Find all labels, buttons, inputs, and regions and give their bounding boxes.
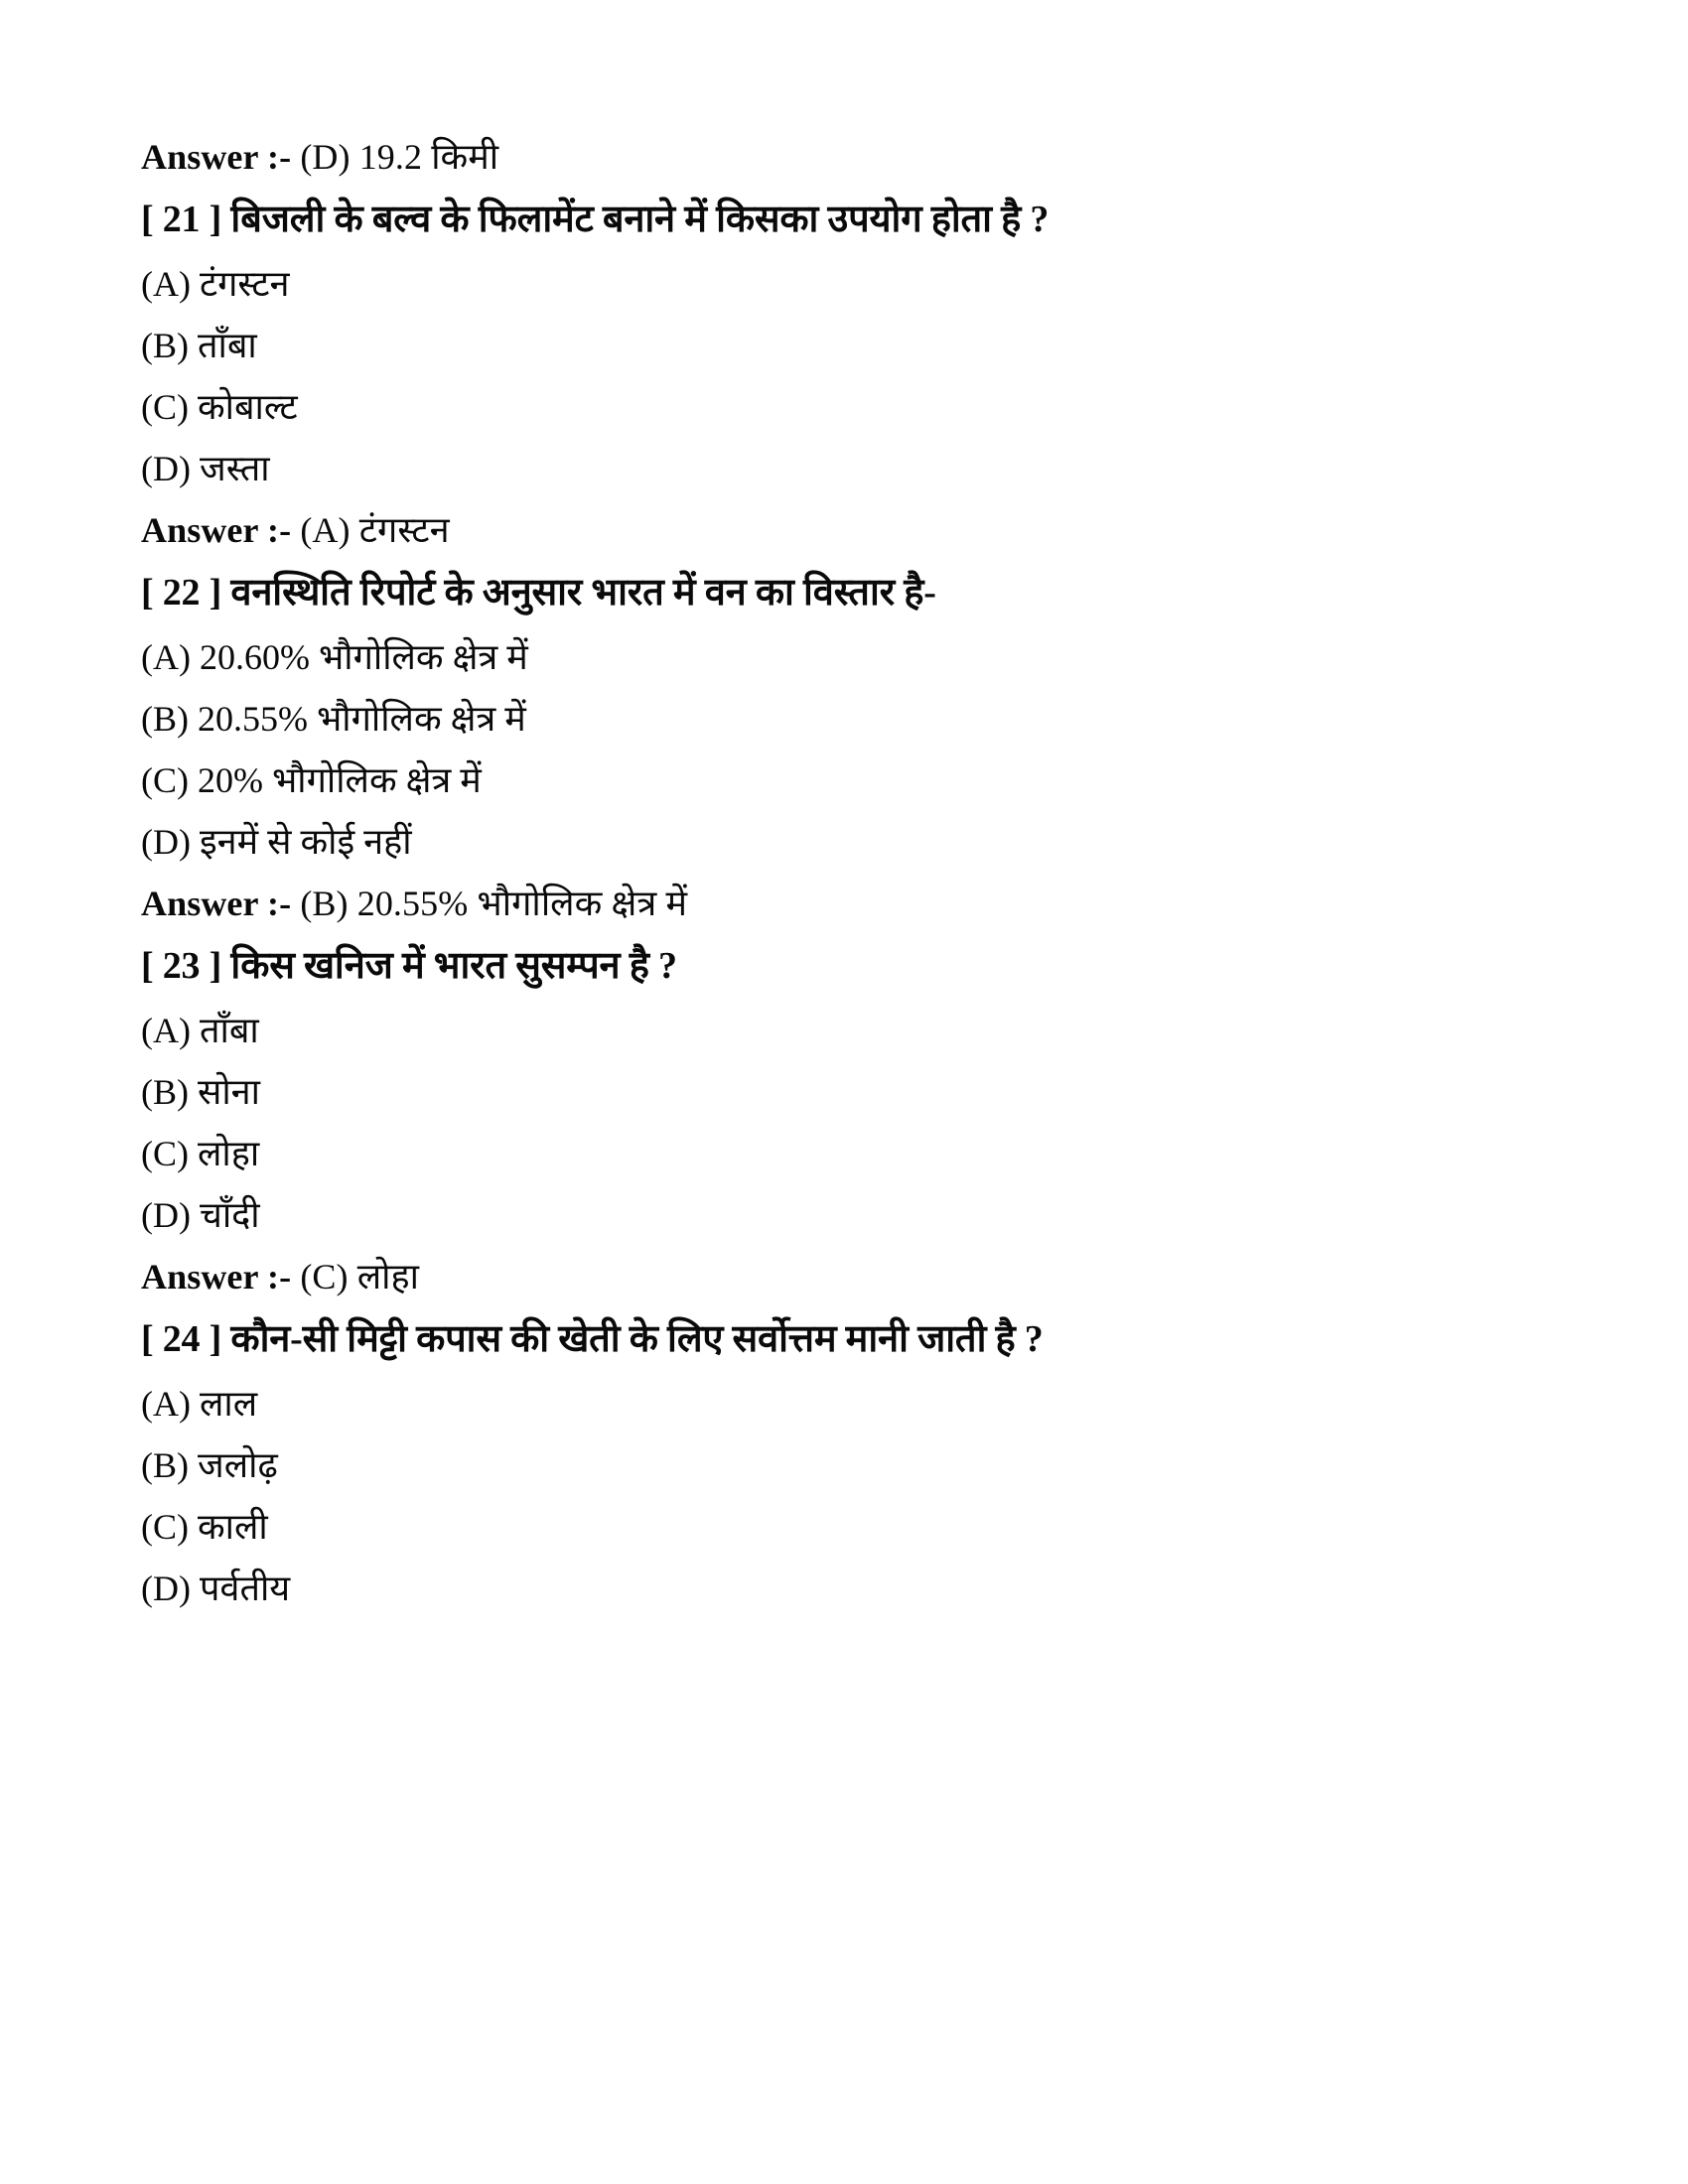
- option-text: जस्ता: [199, 449, 270, 488]
- option-text: लाल: [199, 1384, 258, 1424]
- question-text: वनस्थिति रिपोर्ट के अनुसार भारत में वन का विस्तार है-: [230, 572, 936, 614]
- option-a[interactable]: [141, 1013, 1551, 1048]
- question-number: [ 24 ]: [141, 1318, 222, 1360]
- answer-value: (B) 20.55% भौगोलिक क्षेत्र में: [300, 884, 688, 923]
- option-c[interactable]: [141, 389, 1551, 425]
- question-block: [141, 1320, 1551, 1606]
- option-key: (A): [141, 1011, 191, 1050]
- option-c[interactable]: [141, 762, 1551, 798]
- option-key: (B): [141, 326, 189, 365]
- option-text: चाँदी: [199, 1195, 260, 1235]
- option-b[interactable]: [141, 328, 1551, 363]
- answer-value: (A) टंगस्टन: [300, 510, 450, 550]
- answer-value: (D) 19.2 किमी: [300, 137, 499, 177]
- option-key: (C): [141, 760, 189, 800]
- option-text: पर्वतीय: [199, 1569, 291, 1608]
- option-b[interactable]: [141, 701, 1551, 737]
- option-key: (B): [141, 699, 189, 739]
- question-text: बिजली के बल्व के फिलामेंट बनाने में किसका उपयोग होता है ?: [230, 199, 1050, 240]
- option-b[interactable]: [141, 1447, 1551, 1483]
- option-text: टंगस्टन: [199, 264, 290, 304]
- option-key: (D): [141, 822, 191, 862]
- answer-label: Answer :-: [141, 510, 292, 550]
- option-c[interactable]: [141, 1136, 1551, 1171]
- option-key: (C): [141, 1134, 189, 1173]
- question-block: [141, 201, 1551, 548]
- option-d[interactable]: [141, 451, 1551, 486]
- option-key: (C): [141, 387, 189, 427]
- option-d[interactable]: [141, 1570, 1551, 1606]
- option-text: जलोढ़: [198, 1445, 278, 1485]
- option-b[interactable]: [141, 1074, 1551, 1110]
- question-text: कौन-सी मिट्टी कपास की खेती के लिए सर्वोत्तम मानी जाती है ?: [230, 1318, 1044, 1360]
- question-block: [141, 947, 1551, 1295]
- option-d[interactable]: [141, 1197, 1551, 1233]
- option-key: (B): [141, 1445, 189, 1485]
- question-number: [ 22 ]: [141, 572, 222, 614]
- answer-value: (C) लोहा: [300, 1257, 420, 1297]
- option-text: सोना: [198, 1072, 260, 1112]
- option-a[interactable]: [141, 639, 1551, 675]
- option-text: 20% भौगोलिक क्षेत्र में: [198, 760, 482, 800]
- option-key: (D): [141, 1195, 191, 1235]
- question-heading: [141, 1320, 1551, 1358]
- question-block: [141, 574, 1551, 921]
- option-key: (A): [141, 264, 191, 304]
- option-text: 20.55% भौगोलिक क्षेत्र में: [198, 699, 526, 739]
- option-key: (D): [141, 1569, 191, 1608]
- option-text: लोहा: [198, 1134, 260, 1173]
- option-text: ताँबा: [199, 1011, 259, 1050]
- question-heading: [141, 201, 1551, 238]
- option-text: 20.60% भौगोलिक क्षेत्र में: [199, 637, 528, 677]
- answer-line: [141, 139, 1551, 175]
- answer-label: Answer :-: [141, 1257, 292, 1297]
- question-heading: [141, 947, 1551, 985]
- option-text: काली: [198, 1507, 268, 1547]
- document-body: [141, 139, 1551, 1606]
- answer-line: [141, 886, 1551, 921]
- option-a[interactable]: [141, 1386, 1551, 1422]
- option-text: कोबाल्ट: [198, 387, 298, 427]
- option-text: इनमें से कोई नहीं: [199, 822, 412, 862]
- answer-label: Answer :-: [141, 884, 292, 923]
- option-key: (C): [141, 1507, 189, 1547]
- option-c[interactable]: [141, 1509, 1551, 1545]
- question-heading: [141, 574, 1551, 612]
- option-key: (D): [141, 449, 191, 488]
- option-d[interactable]: [141, 824, 1551, 860]
- answer-line: [141, 1259, 1551, 1295]
- question-number: [ 23 ]: [141, 945, 222, 987]
- question-number: [ 21 ]: [141, 199, 222, 240]
- answer-line: [141, 512, 1551, 548]
- option-key: (A): [141, 637, 191, 677]
- option-text: ताँबा: [198, 326, 257, 365]
- option-key: (A): [141, 1384, 191, 1424]
- option-a[interactable]: [141, 266, 1551, 302]
- answer-label: Answer :-: [141, 137, 292, 177]
- option-key: (B): [141, 1072, 189, 1112]
- question-text: किस खनिज में भारत सुसम्पन है ?: [230, 945, 677, 987]
